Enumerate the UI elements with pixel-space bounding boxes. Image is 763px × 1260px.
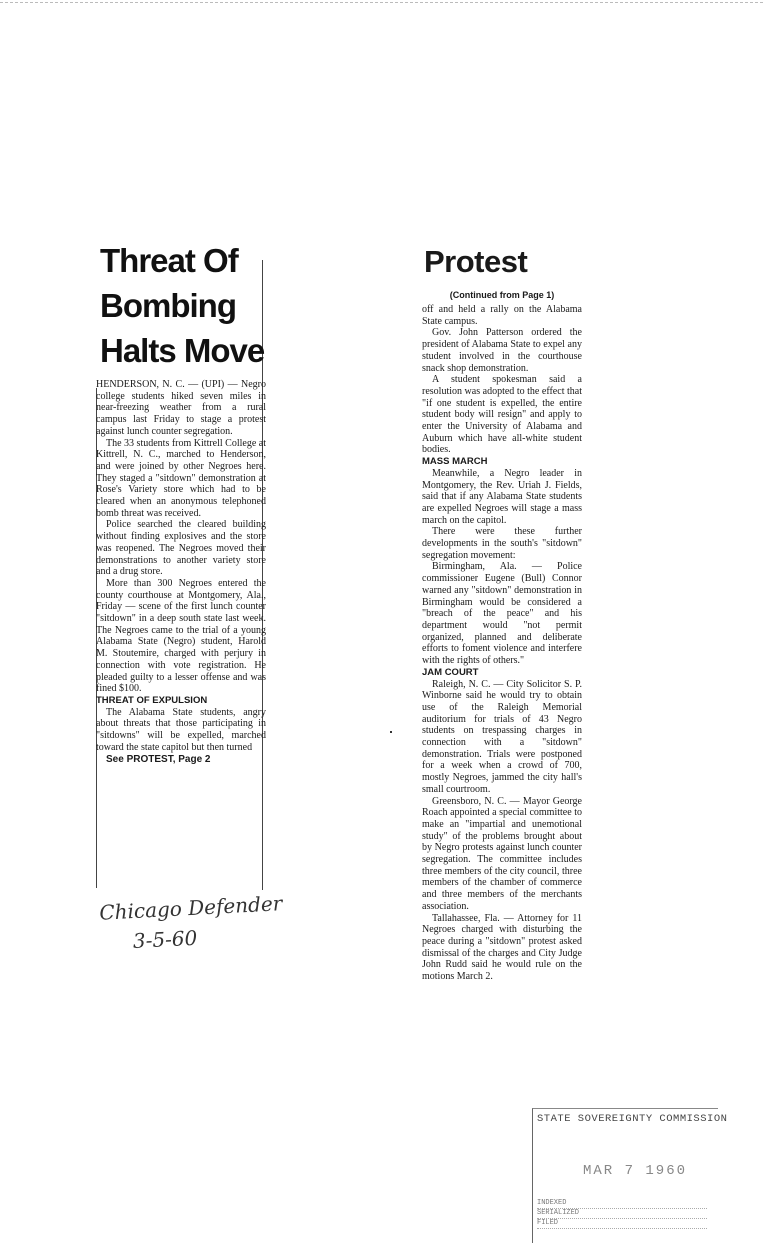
headline-line: Threat Of [100,242,238,279]
article-paragraph: More than 300 Negroes entered the county courthouse at Montgomery, Ala., Friday — scene of the first lunch counter "sitdown" in a deep south state last week. The Negroes came to the trial of a young Alabama State (Negro) student, Harold M. Stoutemire, charged with perjury in connection with vote registration. He pleaded guilty to a lesser offense and was fined $100. [96,577,266,695]
right-article [422,242,582,983]
article-paragraph: HENDERSON, N. C. — (UPI) — Negro college students hiked seven miles in near-freezing weather from a rural campus last Friday to stage a protest against lunch counter segregation. [96,379,266,437]
article-paragraph: There were these further developments in the south's "sitdown" segregation movement: [422,526,582,561]
article-subhead: THREAT OF EXPULSION [96,694,208,706]
article-paragraph: The 33 students from Kittrell College at Kittrell, N. C., marched to Henderson, and were joined by other Negroes here. They staged a "sitdown" demonstration at Rose's Variety store which had to be cleared when an anonymous telephoned bomb threat was received. [96,437,266,519]
left-headline [100,238,266,373]
left-article [96,238,266,765]
stamp-title: STATE SOVEREIGNTY COMMISSION [537,1113,728,1125]
article-paragraph: A student spokesman said a resolution was adopted to the effect that "if one student is expelled, the entire student body will resign" and apply to enter the University of Alabama and Auburn which have all-white student bodies. [422,374,582,456]
headline-line: Halts Move [100,332,265,369]
left-article-body [96,379,266,765]
article-paragraph: Greensboro, N. C. — Mayor George Roach appointed a special committee to make an "impartial and unemotional study" of the problems brought about by Negro protests against lunch counter segregation. The committee includes three members of the city council, three members of the chamber of commerce and three members of the merchants association. [422,795,582,912]
article-paragraph: Police searched the cleared building without finding explosives and the store was reopened. The Negroes moved their demonstrations to another variety store and a drug store. [96,519,266,578]
stamp-date: MAR 7 1960 [583,1163,688,1179]
scan-speck [390,731,392,733]
handwritten-date: 3-5-60 [132,925,198,954]
scan-top-edge [0,2,763,3]
article-subhead: MASS MARCH [422,456,488,468]
article-paragraph: Meanwhile, a Negro leader in Montgomery, the Rev. Uriah J. Fields, said that if any Alabama State students are expelled Negroes will stage a mass march on the capitol. [422,467,582,526]
headline-line: Bombing [100,287,236,324]
stamp-line: SERIALIZED [537,1209,707,1219]
article-paragraph: off and held a rally on the Alabama State campus. [422,304,582,327]
continued-line: (Continued from Page 1) [449,290,555,300]
article-paragraph: Tallahassee, Fla. — Attorney for 11 Negroes charged with disturbing the peace during a "sitdown" protest asked dismissal of the charges and City Judge John Rudd said he would rule on the motions March 2. [422,912,582,983]
jump-line: See PROTEST, Page 2 [106,753,211,765]
article-paragraph: Birmingham, Ala. — Police commissioner Eugene (Bull) Connor warned any "sitdown" demonstration in Birmingham would be considered a "breach of the peace" and his department would "not permit organized, planned and deliberate efforts to foment violence and interfere with the rights of others." [422,561,582,667]
article-subhead: JAM COURT [422,666,479,678]
article-paragraph: Raleigh, N. C. — City Solicitor S. P. Winborne said he would try to obtain use of the Raleigh Memorial auditorium for trials of 43 Negro students on trespassing charges in connection with a "sitdown" demonstration. Trials were postponed for a week when a crowd of 700, mostly Negroes, jammed the city hall's small courtroom. [422,678,582,795]
stamp-line: INDEXED [537,1199,707,1209]
handwritten-note [99,886,322,957]
article-paragraph: The Alabama State students, angry about threats that those participating in "sitdowns" will be expelled, marched toward the state capitol but then turned [96,706,266,753]
commission-stamp [532,1108,728,1243]
right-headline: Protest [424,244,528,279]
handwritten-source: Chicago Defender [98,891,283,925]
stamp-lines [537,1199,707,1229]
right-article-body [422,304,582,983]
article-paragraph: Gov. John Patterson ordered the president of Alabama State to expel any student involved in the courthouse snack shop demonstration. [422,327,582,374]
stamp-line: FILED [537,1219,707,1229]
